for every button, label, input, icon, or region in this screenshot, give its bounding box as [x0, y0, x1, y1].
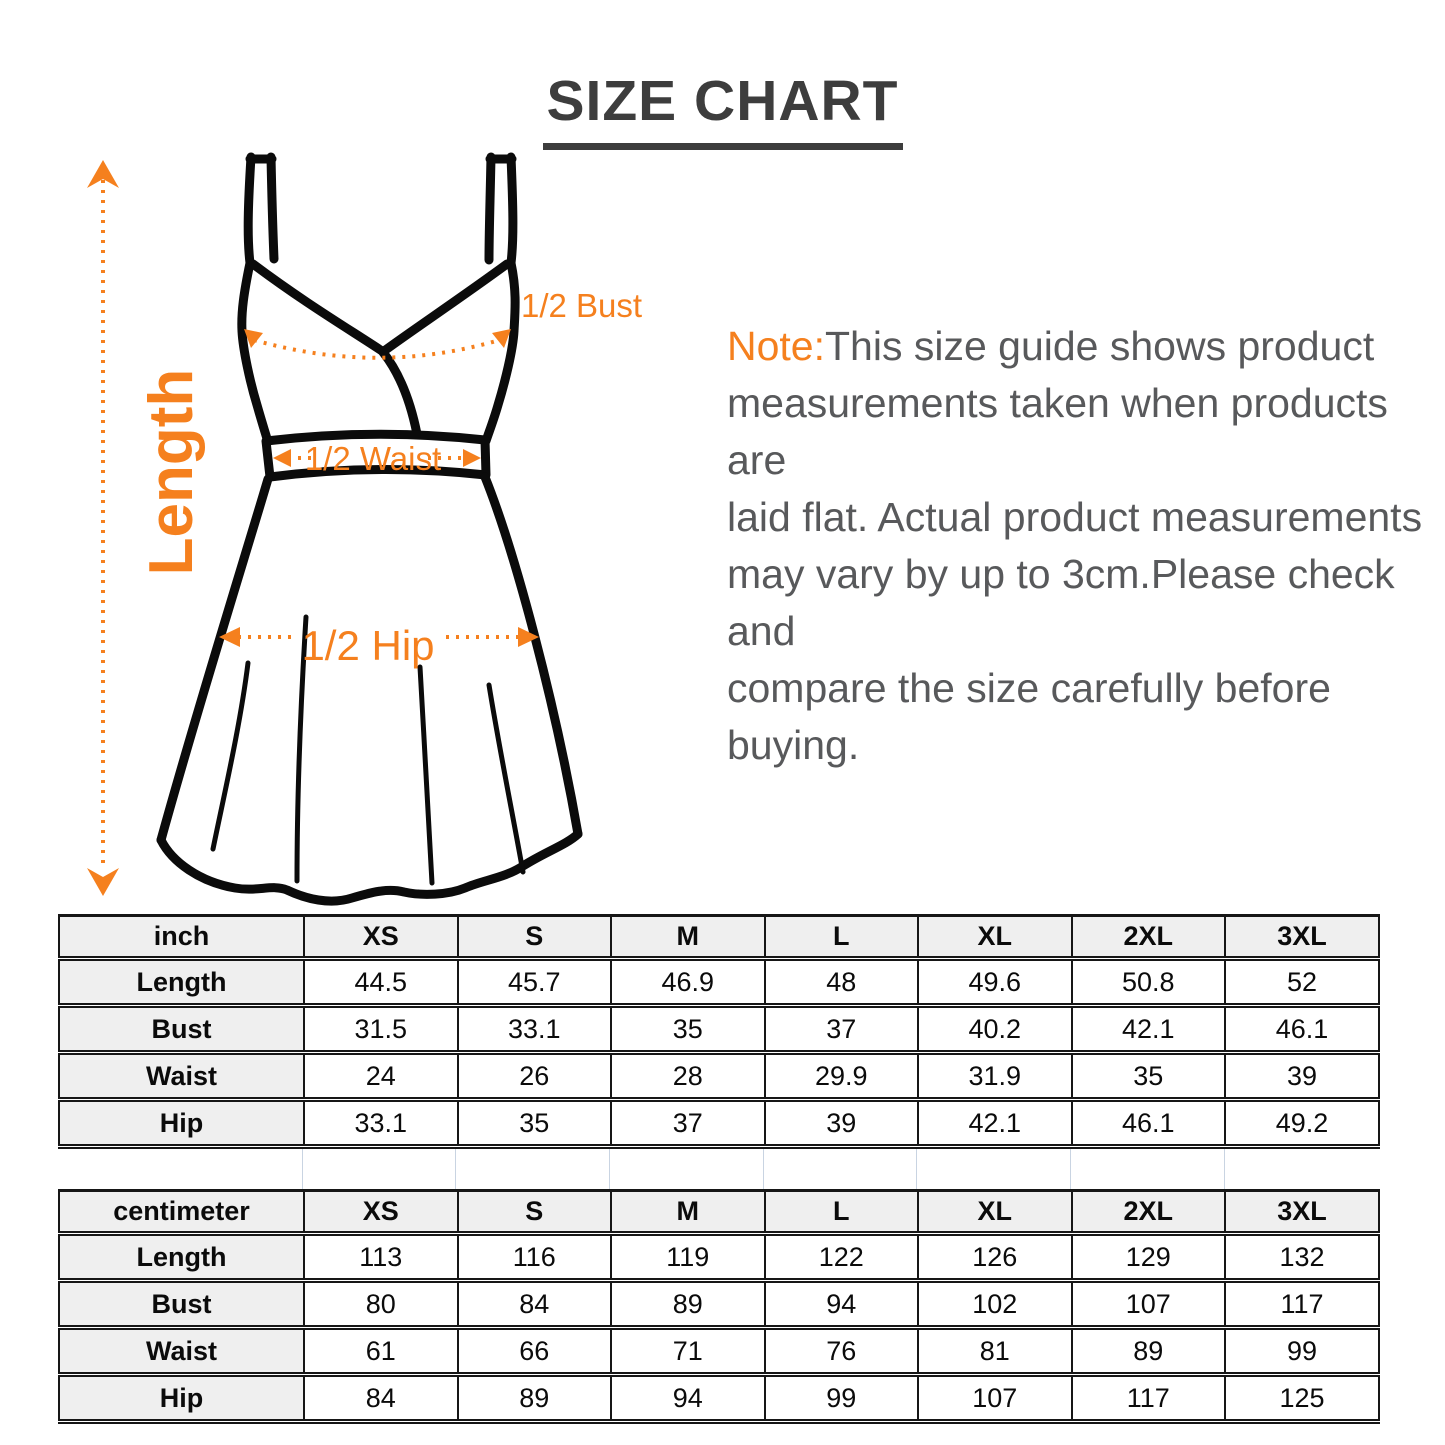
- note-line: laid flat. Actual product measurements: [727, 494, 1423, 540]
- value-cell: 28: [611, 1053, 765, 1100]
- dress-measurement-diagram: [55, 140, 675, 915]
- value-cell: 84: [304, 1375, 458, 1422]
- size-header-cell: XL: [918, 1191, 1072, 1234]
- length-arrow: [87, 160, 119, 896]
- row-label: Bust: [59, 1281, 304, 1328]
- row-label: Length: [59, 1234, 304, 1281]
- table-row: [59, 1234, 1379, 1281]
- gap-gridline-cell: [303, 1149, 457, 1189]
- table-gap: [58, 1149, 1378, 1189]
- size-table-inch: [58, 914, 1380, 1149]
- value-cell: 42.1: [918, 1100, 1072, 1147]
- unit-header-cell: inch: [59, 916, 304, 959]
- value-cell: 29.9: [765, 1053, 919, 1100]
- row-label: Length: [59, 959, 304, 1006]
- value-cell: 33.1: [458, 1006, 612, 1053]
- table-row: [59, 1006, 1379, 1053]
- note-line: Note:This size guide shows product: [727, 323, 1375, 369]
- table-row: [59, 1375, 1379, 1422]
- value-cell: 44.5: [304, 959, 458, 1006]
- value-cell: 48: [765, 959, 919, 1006]
- size-header-cell: 2XL: [1072, 1191, 1226, 1234]
- note-text: [727, 318, 1427, 774]
- value-cell: 107: [1072, 1281, 1226, 1328]
- length-label: Length: [137, 368, 206, 576]
- value-cell: 132: [1225, 1234, 1379, 1281]
- value-cell: 94: [611, 1375, 765, 1422]
- value-cell: 45.7: [458, 959, 612, 1006]
- value-cell: 35: [1072, 1053, 1226, 1100]
- value-cell: 39: [1225, 1053, 1379, 1100]
- value-cell: 99: [765, 1375, 919, 1422]
- gap-gridline-cell: [58, 1149, 303, 1189]
- value-cell: 40.2: [918, 1006, 1072, 1053]
- value-cell: 31.9: [918, 1053, 1072, 1100]
- value-cell: 107: [918, 1375, 1072, 1422]
- bust-label: 1/2 Bust: [521, 287, 643, 324]
- value-cell: 89: [1072, 1328, 1226, 1375]
- value-cell: 37: [765, 1006, 919, 1053]
- value-cell: 76: [765, 1328, 919, 1375]
- value-cell: 61: [304, 1328, 458, 1375]
- value-cell: 35: [611, 1006, 765, 1053]
- value-cell: 81: [918, 1328, 1072, 1375]
- size-header-cell: L: [765, 916, 919, 959]
- value-cell: 117: [1225, 1281, 1379, 1328]
- size-table-centimeter: [58, 1189, 1380, 1424]
- note-prefix: Note:: [727, 323, 825, 369]
- value-cell: 42.1: [1072, 1006, 1226, 1053]
- gap-gridline-cell: [456, 1149, 610, 1189]
- note-line: compare the size carefully before buying.: [727, 665, 1331, 768]
- row-label: Hip: [59, 1375, 304, 1422]
- value-cell: 117: [1072, 1375, 1226, 1422]
- value-cell: 122: [765, 1234, 919, 1281]
- note-line: may vary by up to 3cm.Please check and: [727, 551, 1395, 654]
- dress-outline-drawing: [161, 157, 578, 901]
- table-header-row: [59, 1191, 1379, 1234]
- size-header-cell: M: [611, 1191, 765, 1234]
- unit-header-cell: centimeter: [59, 1191, 304, 1234]
- size-header-cell: 2XL: [1072, 916, 1226, 959]
- value-cell: 50.8: [1072, 959, 1226, 1006]
- value-cell: 80: [304, 1281, 458, 1328]
- value-cell: 116: [458, 1234, 612, 1281]
- value-cell: 89: [458, 1375, 612, 1422]
- value-cell: 66: [458, 1328, 612, 1375]
- row-label: Waist: [59, 1328, 304, 1375]
- value-cell: 84: [458, 1281, 612, 1328]
- value-cell: 113: [304, 1234, 458, 1281]
- gap-gridline-cell: [610, 1149, 764, 1189]
- value-cell: 35: [458, 1100, 612, 1147]
- table-row: [59, 1281, 1379, 1328]
- size-header-cell: 3XL: [1225, 916, 1379, 959]
- size-header-cell: S: [458, 1191, 612, 1234]
- gap-gridline-cell: [1225, 1149, 1378, 1189]
- value-cell: 94: [765, 1281, 919, 1328]
- page-title: SIZE CHART: [543, 68, 903, 150]
- value-cell: 24: [304, 1053, 458, 1100]
- value-cell: 31.5: [304, 1006, 458, 1053]
- value-cell: 89: [611, 1281, 765, 1328]
- value-cell: 46.1: [1225, 1006, 1379, 1053]
- value-cell: 46.1: [1072, 1100, 1226, 1147]
- value-cell: 125: [1225, 1375, 1379, 1422]
- table-row: [59, 959, 1379, 1006]
- gap-gridline-cell: [1071, 1149, 1225, 1189]
- size-header-cell: XS: [304, 916, 458, 959]
- value-cell: 99: [1225, 1328, 1379, 1375]
- value-cell: 39: [765, 1100, 919, 1147]
- gap-gridline-cell: [764, 1149, 918, 1189]
- size-header-cell: S: [458, 916, 612, 959]
- table-row: [59, 1053, 1379, 1100]
- waist-label: 1/2 Waist: [304, 440, 442, 477]
- hip-label: 1/2 Hip: [301, 622, 435, 669]
- value-cell: 49.6: [918, 959, 1072, 1006]
- value-cell: 52: [1225, 959, 1379, 1006]
- gap-gridline-cell: [917, 1149, 1071, 1189]
- value-cell: 26: [458, 1053, 612, 1100]
- value-cell: 119: [611, 1234, 765, 1281]
- table-header-row: [59, 916, 1379, 959]
- value-cell: 37: [611, 1100, 765, 1147]
- value-cell: 129: [1072, 1234, 1226, 1281]
- size-header-cell: XS: [304, 1191, 458, 1234]
- size-header-cell: XL: [918, 916, 1072, 959]
- value-cell: 71: [611, 1328, 765, 1375]
- note-line: measurements taken when products are: [727, 380, 1388, 483]
- row-label: Waist: [59, 1053, 304, 1100]
- value-cell: 33.1: [304, 1100, 458, 1147]
- size-header-cell: 3XL: [1225, 1191, 1379, 1234]
- value-cell: 126: [918, 1234, 1072, 1281]
- table-row: [59, 1328, 1379, 1375]
- row-label: Bust: [59, 1006, 304, 1053]
- value-cell: 102: [918, 1281, 1072, 1328]
- size-tables: [58, 914, 1380, 1424]
- size-header-cell: M: [611, 916, 765, 959]
- size-header-cell: L: [765, 1191, 919, 1234]
- row-label: Hip: [59, 1100, 304, 1147]
- value-cell: 49.2: [1225, 1100, 1379, 1147]
- table-row: [59, 1100, 1379, 1147]
- value-cell: 46.9: [611, 959, 765, 1006]
